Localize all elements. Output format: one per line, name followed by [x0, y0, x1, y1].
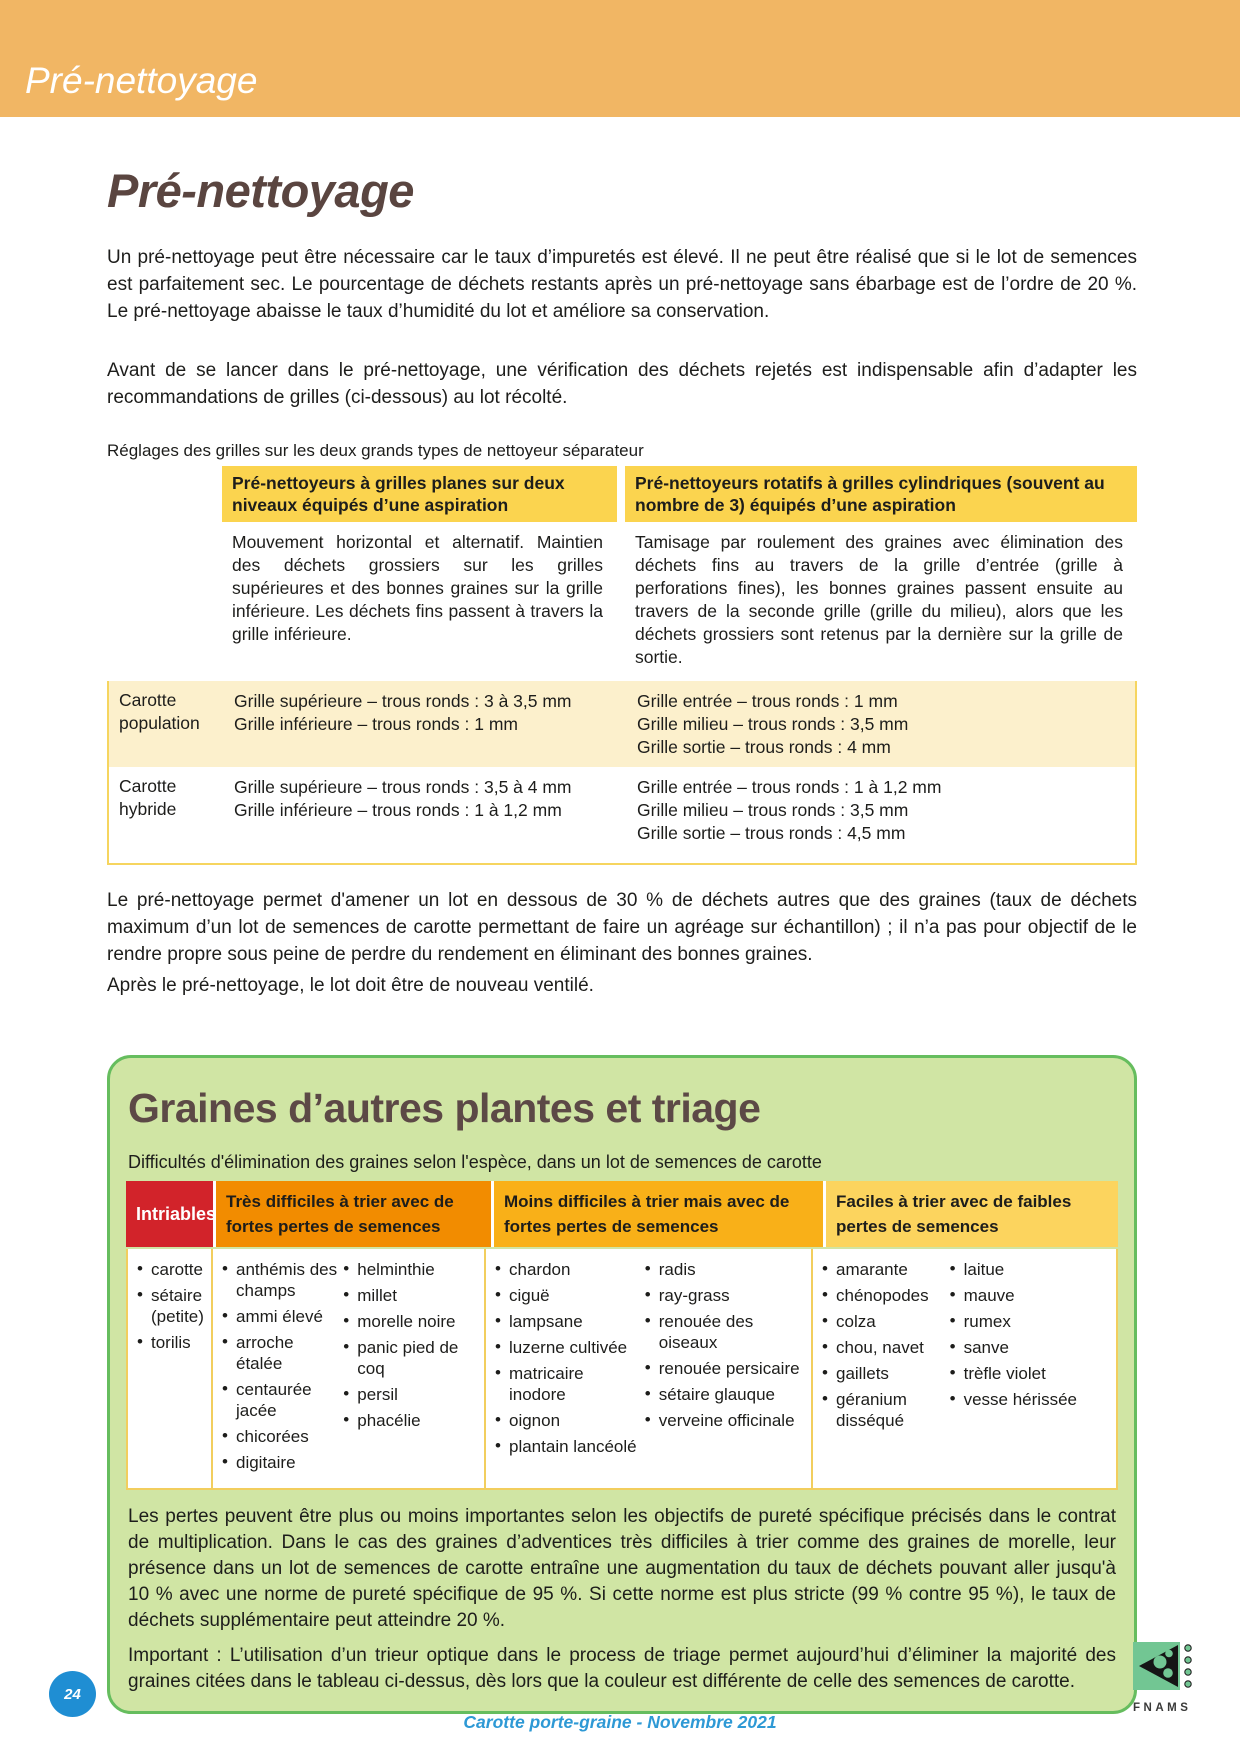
species-header-tres-difficiles: Très difficiles à trier avec de fortes pertes de semences — [216, 1181, 491, 1247]
species-sublist — [343, 1259, 480, 1478]
list-item: • géranium disséqué — [822, 1389, 950, 1431]
grille-header-gap — [617, 466, 625, 522]
list-item: • matricaire inodore — [495, 1363, 645, 1405]
list-item: • persil — [343, 1384, 480, 1405]
list-item: • panic pied de coq — [343, 1337, 480, 1379]
grille-header-row — [107, 466, 1137, 522]
species-header-faciles: Faciles à trier avec de faibles pertes de semences — [826, 1181, 1118, 1247]
fnams-logo — [1133, 1642, 1199, 1714]
list-item: • sétaire (petite) — [137, 1285, 207, 1327]
triage-box-paragraph-2: Important : L’utilisation d’un trieur optique dans le process de triage permet aujourd’hui d’éliminer la majorité des graines citées dans le tableau ci-dessus, dès lors que la couleur est différente de celle des semences de carotte. — [128, 1645, 1116, 1693]
row-label: Carotte hybride — [119, 776, 177, 819]
list-item: • lampsane — [495, 1311, 645, 1332]
species-sublist — [495, 1259, 645, 1478]
species-sublist — [950, 1259, 1112, 1478]
species-cell-faciles — [813, 1249, 1116, 1488]
list-item: • arroche étalée — [222, 1332, 343, 1374]
species-list-faciles-a — [822, 1259, 950, 1431]
grille-line: Grille sortie – trous ronds : 4 mm — [637, 737, 891, 757]
species-list-moins-a — [495, 1259, 645, 1457]
species-list-tres-a — [222, 1259, 343, 1473]
grille-line: Grille supérieure – trous ronds : 3,5 à 4 mm — [234, 777, 572, 797]
table-row — [109, 681, 1135, 767]
page-title: Pré-nettoyage — [107, 164, 414, 217]
list-item: • morelle noire — [343, 1311, 480, 1332]
species-list-intriables — [137, 1259, 207, 1353]
row-label: Carotte population — [119, 690, 200, 733]
list-item: • renouée des oiseaux — [645, 1311, 807, 1353]
triage-box-title: Graines d’autres plantes et triage — [128, 1085, 761, 1131]
grille-header-empty-cell — [107, 466, 222, 522]
table-row — [109, 767, 1135, 863]
list-item: • anthémis des champs — [222, 1259, 343, 1301]
triage-green-box — [107, 1055, 1137, 1714]
list-item: • radis — [645, 1259, 807, 1280]
grille-line: Grille sortie – trous ronds : 4,5 mm — [637, 823, 906, 843]
species-cell-tres-difficiles — [213, 1249, 486, 1488]
grille-desc-gap — [617, 522, 625, 681]
list-item: • oignon — [495, 1410, 645, 1431]
row-flat-cell — [224, 767, 619, 863]
species-body-row — [126, 1249, 1118, 1490]
list-item: • carotte — [137, 1259, 207, 1280]
row-gap — [619, 767, 627, 863]
list-item: • chou, navet — [822, 1337, 950, 1358]
species-header-moins-difficiles: Moins difficiles à trier mais avec de fortes pertes de semences — [494, 1181, 823, 1247]
list-item: • sanve — [950, 1337, 1112, 1358]
list-item: • helminthie — [343, 1259, 480, 1280]
list-item: • luzerne cultivée — [495, 1337, 645, 1358]
grille-settings-table — [107, 466, 1137, 865]
grille-line: Grille entrée – trous ronds : 1 à 1,2 mm — [637, 777, 942, 797]
grille-line: Grille inférieure – trous ronds : 1 mm — [234, 714, 518, 734]
fnams-logo-label: FNAMS — [1133, 1702, 1192, 1714]
list-item: • digitaire — [222, 1452, 343, 1473]
grille-line: Grille entrée – trous ronds : 1 mm — [637, 691, 898, 711]
species-header-intriables: Intriables — [126, 1181, 213, 1247]
list-item: • gaillets — [822, 1363, 950, 1384]
grille-line: Grille inférieure – trous ronds : 1 à 1,2 mm — [234, 800, 562, 820]
after-table-paragraph-2: Après le pré-nettoyage, le lot doit être de nouveau ventilé. — [107, 975, 594, 996]
grille-line: Grille milieu – trous ronds : 3,5 mm — [637, 714, 909, 734]
list-item: • chénopodes — [822, 1285, 950, 1306]
band-title: Pré-nettoyage — [25, 60, 258, 101]
triage-box-subtitle: Difficultés d'élimination des graines selon l'espèce, dans un lot de semences de carotte — [128, 1152, 822, 1173]
row-gap — [619, 681, 627, 767]
grille-line: Grille supérieure – trous ronds : 3 à 3,5 mm — [234, 691, 572, 711]
list-item: • verveine officinale — [645, 1410, 807, 1431]
species-cell-moins-difficiles — [486, 1249, 813, 1488]
list-item: • laitue — [950, 1259, 1112, 1280]
fnams-logo-icon — [1133, 1642, 1195, 1694]
species-sublist — [822, 1259, 950, 1478]
list-item: • ammi élevé — [222, 1306, 343, 1327]
page-content — [107, 164, 1137, 1714]
grille-desc-empty-cell — [107, 522, 222, 681]
list-item: • plantain lancéolé — [495, 1436, 645, 1457]
list-item: • trèfle violet — [950, 1363, 1112, 1384]
row-flat-cell — [224, 681, 619, 767]
row-rotary-cell — [627, 767, 1135, 863]
after-table-paragraph-1: Le pré-nettoyage permet d'amener un lot en dessous de 30 % de déchets autres que des graines (taux de déchets maximum d’un lot de semences de carotte permettant de faire un agréage sur échantillon) ; il n’a pas pour objectif de le rendre propre sous peine de perdre du rendement en éliminant des bonnes graines. — [107, 890, 1137, 965]
list-item: • mauve — [950, 1285, 1112, 1306]
grille-desc-flat: Mouvement horizontal et alternatif. Maintien des déchets grossiers sur les grilles supérieures et des bonnes graines sur la grille inférieure. Les déchets fins passent à travers la grille inférieure. — [232, 532, 603, 644]
grille-header-rotary: Pré-nettoyeurs rotatifs à grilles cylindriques (souvent au nombre de 3) équipés d’une aspiration — [625, 466, 1137, 522]
grille-description-row — [107, 522, 1137, 681]
species-sublist — [222, 1259, 343, 1478]
list-item: • torilis — [137, 1332, 207, 1353]
grille-table-caption: Réglages des grilles sur les deux grands types de nettoyeur séparateur — [107, 441, 644, 460]
list-item: • vesse hérissée — [950, 1389, 1112, 1410]
list-item: • ciguë — [495, 1285, 645, 1306]
list-item: • colza — [822, 1311, 950, 1332]
grille-line: Grille milieu – trous ronds : 3,5 mm — [637, 800, 909, 820]
species-sublist — [645, 1259, 807, 1478]
list-item: • amarante — [822, 1259, 950, 1280]
list-item: • chardon — [495, 1259, 645, 1280]
grille-data-rows — [107, 681, 1137, 865]
list-item: • ray-grass — [645, 1285, 807, 1306]
footer-publication-title: Carotte porte-graine - Novembre 2021 — [463, 1712, 777, 1732]
list-item: • millet — [343, 1285, 480, 1306]
list-item: • rumex — [950, 1311, 1112, 1332]
species-list-moins-b — [645, 1259, 807, 1431]
grille-desc-rotary: Tamisage par roulement des graines avec élimination des déchets fins au travers de la grille d’entrée (grille à perforations fines), les bonnes graines passent ensuite au travers de la seconde grille (grille du milieu), alors que les déchets grossiers sont retenus par la dernière sur la grille de sortie. — [635, 532, 1123, 667]
list-item: • sétaire glauque — [645, 1384, 807, 1405]
grille-header-flat: Pré-nettoyeurs à grilles planes sur deux niveaux équipés d’une aspiration — [222, 466, 617, 522]
intro-paragraph-2: Avant de se lancer dans le pré-nettoyage, une vérification des déchets rejetés est indispensable afin d’adapter les recommandations de grilles (ci-dessous) au lot récolté. — [107, 360, 1137, 408]
triage-box-paragraph-1: Les pertes peuvent être plus ou moins importantes selon les objectifs de pureté spécifique précisés dans le contrat de multiplication. Dans le cas des graines d’adventices très difficiles à trier comme des graines de morelle, leur présence dans un lot de semences de carotte entraîne une augmentation du taux de déchets pouvant aller jusqu'à 10 % avec une norme de pureté spécifique de 95 %. Si cette norme est plus stricte (99 % contre 95 %), le taux de déchets supplémentaire peut atteindre 20 %. — [128, 1506, 1116, 1632]
list-item: • renouée persicaire — [645, 1358, 807, 1379]
list-item: • chicorées — [222, 1426, 343, 1447]
species-list-faciles-b — [950, 1259, 1112, 1410]
list-item: • centaurée jacée — [222, 1379, 343, 1421]
page-header-band — [0, 0, 1240, 117]
intro-paragraph-1: Un pré-nettoyage peut être nécessaire car le taux d’impuretés est élevé. Il ne peut être réalisé que si le lot de semences est parfaitement sec. Le pourcentage de déchets restants après un pré-nettoyage sans ébarbage est de l’ordre de 20 %. Le pré-nettoyage abaisse le taux d’humidité du lot et améliore sa conservation. — [107, 247, 1137, 322]
list-item: • phacélie — [343, 1410, 480, 1431]
species-cell-intriables — [128, 1249, 213, 1488]
row-rotary-cell — [627, 681, 1135, 767]
species-table — [126, 1181, 1118, 1490]
species-list-tres-b — [343, 1259, 480, 1431]
species-header-row — [126, 1181, 1118, 1247]
page-number-badge: 24 — [49, 1671, 96, 1717]
